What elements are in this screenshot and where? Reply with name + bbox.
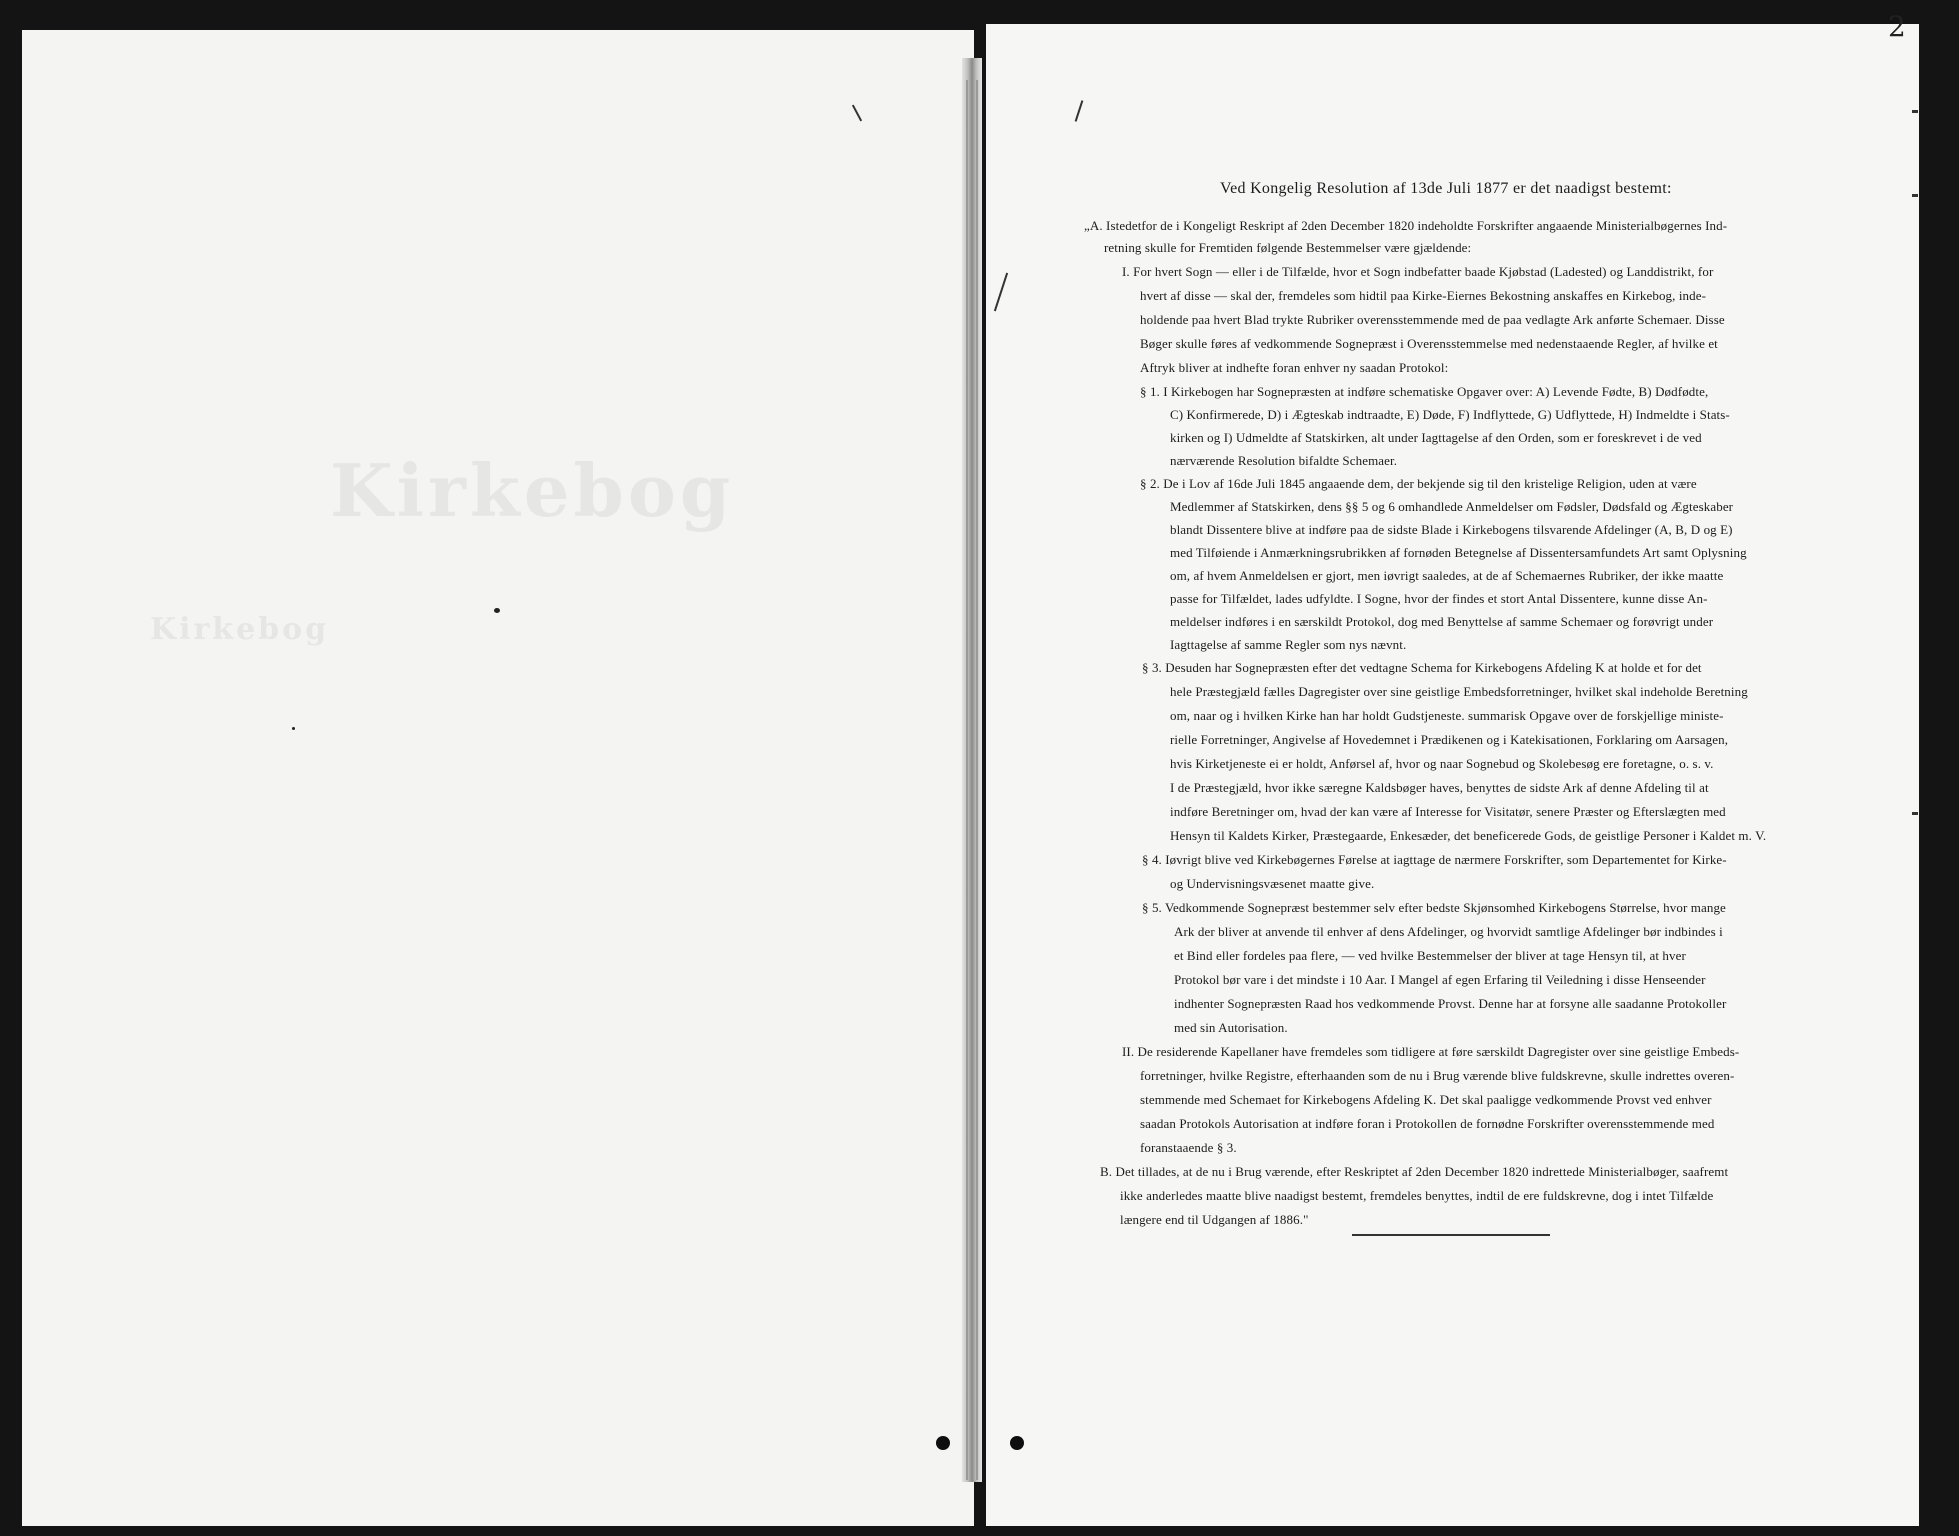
text-line: ikke anderledes maatte blive naadigst bestemt, fremdeles benyttes, indtil de ere fuldskrevne, dog i intet Tilfælde <box>1120 1188 1714 1203</box>
text-line: et Bind eller fordeles paa flere, — ved hvilke Bestemmelser der bliver at tage Hensyn til, at hver <box>1174 948 1686 963</box>
text-line: Bøger skulle føres af vedkommende Sognepræst i Overensstemmelse med nedenstaaende Regler, af hvilke et <box>1140 336 1718 351</box>
text-line: meldelser indføres i en særskildt Protokol, dog med Benyttelse af samme Schemaer og forøvrigt under <box>1170 614 1714 629</box>
binding-hole <box>936 1436 950 1450</box>
text-line: med sin Autorisation. <box>1174 1020 1288 1035</box>
ink-speck <box>494 608 500 613</box>
page-edge-mark <box>1912 194 1918 197</box>
text-line: rielle Forretninger, Angivelse af Hovedemnet i Prædikenen og i Katekisationen, Forklaring om Aarsagen, <box>1170 732 1729 747</box>
book-gutter <box>962 58 982 1482</box>
text-line: kirken og I) Udmeldte af Statskirken, alt under Iagttagelse af den Orden, som er foreskrevet i de ved <box>1170 430 1702 445</box>
resolution-title: Ved Kongelig Resolution af 13de Juli 1877 er det naadigst bestemt: <box>1220 180 1672 197</box>
show-through-title: Kirkebog <box>330 448 735 533</box>
text-line: hvis Kirketjeneste ei er holdt, Anførsel af, hvor og naar Sognebud og Skolebesøg ere foretagne, o. s. v. <box>1170 756 1714 771</box>
text-line: Hensyn til Kaldets Kirker, Præstegaarde, Enkesæder, det beneficerede Gods, de geistlige Personer i Kaldet m. V. <box>1170 828 1767 843</box>
text-line: om, af hvem Anmeldelsen er gjort, men iøvrigt saaledes, at de af Schemaernes Rubriker, der ikke maatte <box>1170 568 1724 583</box>
page-edge-mark <box>1912 110 1918 113</box>
text-line: § 5. Vedkommende Sognepræst bestemmer selv efter bedste Skjønsomhed Kirkebogens Størrelse, hvor mange <box>1142 900 1726 915</box>
text-line: indføre Beretninger om, hvad der kan være af Interesse for Visitatør, senere Præster og Efterslægten med <box>1170 804 1726 819</box>
text-line: II. De residerende Kapellaner have fremdeles som tidligere at føre særskildt Dagregister over sine geistlige Embeds- <box>1122 1044 1740 1059</box>
text-line: hele Præstegjæld fælles Dagregister over sine geistlige Embedsforretninger, hvilket skal indeholde Beretning <box>1170 684 1748 699</box>
text-line: § 1. I Kirkebogen har Sognepræsten at indføre schematiske Opgaver over: A) Levende Fødte, B) Dødfødte, <box>1140 384 1709 399</box>
text-line: I de Præstegjæld, hvor ikke særegne Kaldsbøger haves, benyttes de sidste Ark af denne Afdeling til at <box>1170 780 1709 795</box>
gutter-crease <box>976 80 978 1480</box>
text-line: Aftryk bliver at indhefte foran enhver ny saadan Protokol: <box>1140 360 1449 375</box>
text-line: indhenter Sognepræsten Raad hos vedkommende Provst. Denne har at forsyne alle saadanne Protokoller <box>1174 996 1727 1011</box>
text-line: C) Konfirmerede, D) i Ægteskab indtraadte, E) Døde, F) Indflyttede, G) Udflyttede, H) Indmeldte i Stats- <box>1170 407 1730 422</box>
show-through-subtitle: Kirkebog <box>150 612 330 647</box>
text-line: § 3. Desuden har Sognepræsten efter det vedtagne Schema for Kirkebogens Afdeling K at holde et for det <box>1142 660 1702 675</box>
text-line: „A. Istedetfor de i Kongeligt Reskript af 2den December 1820 indeholdte Forskrifter angaaende Ministerialbøgernes Ind- <box>1084 218 1728 233</box>
text-line: forretninger, hvilke Registre, efterhaanden som de nu i Brug værende blive fuldskrevne, skulle indrettes overen- <box>1140 1068 1735 1083</box>
text-line: nærværende Resolution bifaldte Schemaer. <box>1170 453 1398 468</box>
text-line: stemmende med Schemaet for Kirkebogens Afdeling K. Det skal paaligge vedkommende Provst ved enhver <box>1140 1092 1712 1107</box>
text-line: foranstaaende § 3. <box>1140 1140 1237 1155</box>
binding-hole <box>1010 1436 1024 1450</box>
text-line: Medlemmer af Statskirken, dens §§ 5 og 6 omhandlede Anmeldelser om Fødsler, Dødsfald og Ægteskaber <box>1170 499 1734 514</box>
text-line: hvert af disse — skal der, fremdeles som hidtil paa Kirke-Eiernes Bekostning anskaffes en Kirkebog, inde- <box>1140 288 1707 303</box>
text-line: Ark der bliver at anvende til enhver af dens Afdelinger, og hvorvidt samtlige Afdelinger bør indbindes i <box>1174 924 1723 939</box>
text-line: holdende paa hvert Blad trykte Rubriker overensstemmende med de paa vedlagte Ark anførte Schemaer. Disse <box>1140 312 1725 327</box>
text-line: blandt Dissentere blive at indføre paa de sidste Blade i Kirkebogens tilsvarende Afdelinger (A, B, D og E) <box>1170 522 1733 537</box>
text-line: om, naar og i hvilken Kirke han har holdt Gudstjeneste. summarisk Opgave over de forskjellige ministe- <box>1170 708 1724 723</box>
ink-speck <box>292 727 295 730</box>
text-line: § 2. De i Lov af 16de Juli 1845 angaaende dem, der bekjende sig til den kristelige Religion, uden at være <box>1140 476 1697 491</box>
text-line: retning skulle for Fremtiden følgende Bestemmelser være gjældende: <box>1104 240 1472 255</box>
text-line: § 4. Iøvrigt blive ved Kirkebøgernes Førelse at iagttage de nærmere Forskrifter, som Departementet for Kirke- <box>1142 852 1727 867</box>
closing-rule <box>1352 1234 1550 1236</box>
page-edge-mark <box>1912 812 1918 815</box>
left-page <box>22 30 974 1526</box>
text-line: Iagttagelse af samme Regler som nys nævnt. <box>1170 637 1407 652</box>
text-line: med Tilføiende i Anmærkningsrubrikken af fornøden Betegnelse af Dissentersamfundets Art samt Oplysning <box>1170 545 1747 560</box>
text-line: saadan Protokols Autorisation at indføre foran i Protokollen de fornødne Forskrifter overensstemmende med <box>1140 1116 1715 1131</box>
text-line: I. For hvert Sogn — eller i de Tilfælde, hvor et Sogn indbefatter baade Kjøbstad (Ladested) og Landdistrikt, for <box>1122 264 1714 279</box>
text-line: passe for Tilfældet, lades udfyldte. I Sogne, hvor der findes et stort Antal Dissentere, kunne disse An- <box>1170 591 1708 606</box>
text-line: længere end til Udgangen af 1886." <box>1120 1212 1309 1227</box>
text-line: Protokol bør vare i det mindste i 10 Aar. I Mangel af egen Erfaring til Veiledning i disse Henseender <box>1174 972 1706 987</box>
text-line: B. Det tillades, at de nu i Brug værende, efter Reskriptet af 2den December 1820 indrettede Ministerialbøger, saafremt <box>1100 1164 1729 1179</box>
gutter-crease <box>966 80 968 1480</box>
text-line: og Undervisningsvæsenet maatte give. <box>1170 876 1375 891</box>
page-number: 2 <box>1888 10 1906 43</box>
